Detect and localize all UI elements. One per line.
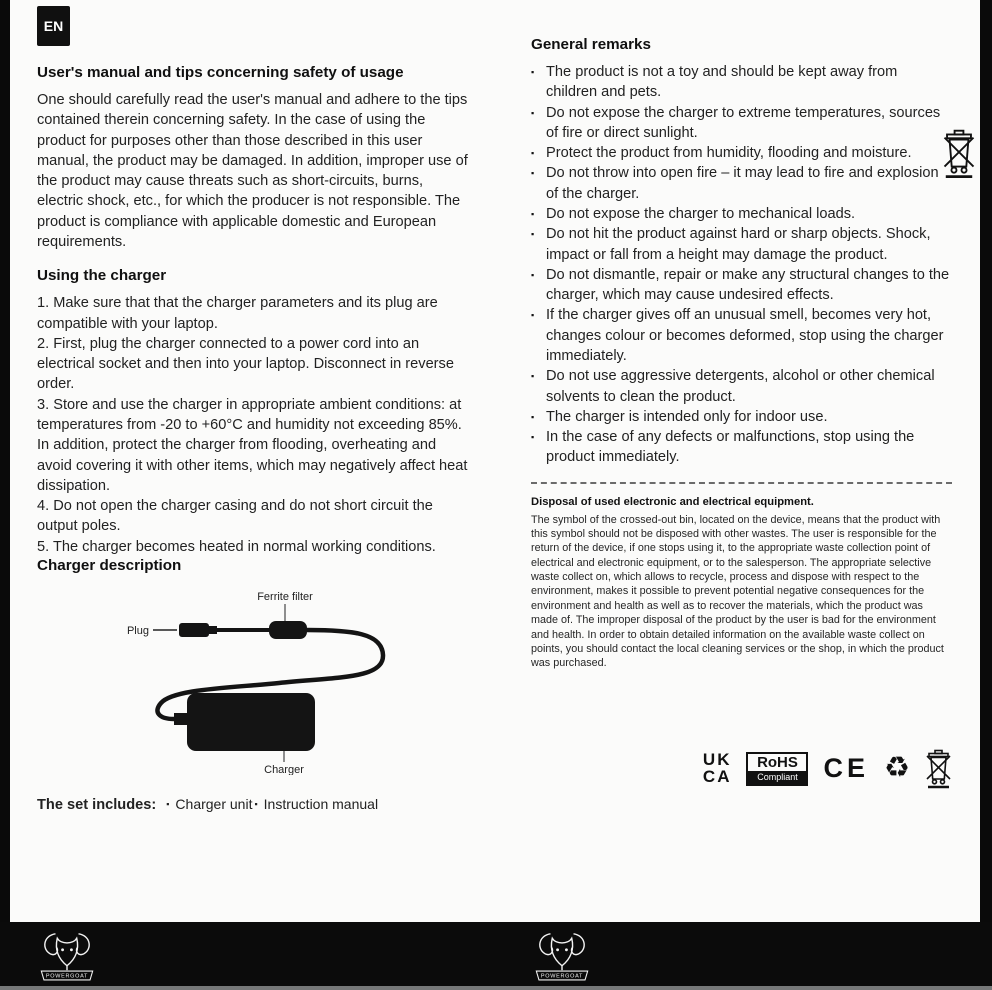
charger-brick-icon: [174, 693, 315, 751]
footer-band: [0, 922, 992, 990]
manual-heading: User's manual and tips concerning safety of usage: [37, 64, 404, 81]
using-list: [37, 293, 470, 557]
language-badge: [37, 6, 70, 46]
ukca-mark: [703, 752, 732, 784]
description-heading: Charger description: [37, 556, 182, 574]
square-bullet-icon: ▪: [531, 148, 535, 159]
rohs-mark: [746, 752, 808, 786]
list-item: [531, 204, 952, 224]
list-item: 4. Do not open the charger casing and do not short circuit the output poles.: [37, 498, 433, 535]
left-column: [37, 64, 470, 813]
page-edge-right: [980, 0, 992, 990]
rohs-label: RoHS: [757, 753, 798, 771]
bullet-text: Do not expose the charger to mechanical loads.: [546, 205, 856, 222]
square-bullet-icon: ▪: [531, 371, 535, 382]
list-item: [531, 62, 952, 103]
ukca-line2: CA: [702, 766, 732, 786]
weee-bin-icon: [925, 749, 952, 789]
list-item: [531, 265, 952, 306]
ukca-line1: UK: [702, 750, 732, 770]
bullet-text: Protect the product from humidity, flooding and moisture.: [546, 145, 912, 162]
list-item: 3. Store and use the charger in appropriate ambient conditions: at temperatures from -20 to +60°C and humidity not exceeding 85%. In addition, protect the charger from flooding, overheating and avoid covering it with other items, which may negatively affect heat dissipation.: [37, 396, 468, 494]
list-item: [531, 366, 952, 407]
bullet-text: The charger is intended only for indoor use.: [546, 408, 828, 425]
manual-body: One should carefully read the user's manual and adhere to the tips contained therein concerning safety. In the case of using the product for purposes other than those described in this user manual, the product may be damaged. In addition, improper use of the product may cause threats such as short-circuits, burns, electric shock, etc., for which the producer is not responsible. The product is compliance with applicable domestic and European requirements.: [37, 92, 468, 250]
remarks-list: [531, 62, 952, 468]
weee-bin-icon: [942, 128, 976, 180]
bullet-text: Do not hit the product against hard or sharp objects. Shock, impact or fall from a height may damage the product.: [546, 226, 931, 263]
charger-diagram: [37, 587, 470, 775]
right-column: [531, 36, 952, 789]
remarks-heading: General remarks: [531, 36, 651, 53]
set-includes-label: The set includes:: [37, 796, 157, 813]
set-item: Instruction manual: [263, 795, 379, 812]
powergoat-logo-text: POWERGOAT: [540, 973, 584, 980]
list-item: 2. First, plug the charger connected to a power cord into an electrical socket and then into your laptop. Disconnect in reverse order.: [37, 335, 454, 393]
square-bullet-icon: ▪: [531, 107, 535, 118]
list-item: [531, 305, 952, 366]
bullet-text: If the charger gives off an unusual smell, becomes very hot, changes colour or becomes deformed, stop using the charger immediately.: [546, 307, 944, 364]
plug-icon: [179, 623, 217, 637]
list-item: [531, 163, 952, 204]
square-bullet-icon: ▪: [531, 208, 535, 219]
recycle-icon: ♻: [884, 752, 910, 785]
ce-mark: CE: [823, 753, 869, 784]
square-bullet-icon: ▪: [531, 310, 535, 321]
dashed-divider: [531, 482, 952, 484]
rohs-sublabel: Compliant: [748, 771, 806, 784]
disposal-heading: Disposal of used electronic and electrical equipment.: [531, 495, 814, 508]
page-bottom-edge: [0, 986, 992, 990]
powergoat-logo-text: POWERGOAT: [45, 973, 89, 980]
bullet-text: In the case of any defects or malfunctions, stop using the product immediately.: [546, 429, 915, 466]
list-item: [531, 407, 952, 427]
language-badge-label: EN: [43, 18, 64, 34]
square-bullet-icon: ▪: [166, 798, 170, 809]
list-item: [531, 224, 952, 265]
bullet-text: Do not throw into open fire – it may lead to fire and explosion of the charger.: [546, 165, 939, 202]
square-bullet-icon: ▪: [531, 432, 535, 443]
bullet-text: Do not use aggressive detergents, alcohol or other chemical solvents to clean the product.: [546, 368, 935, 405]
plug-label: Plug: [126, 624, 149, 637]
powergoat-logo: [531, 925, 593, 987]
ferrite-filter-label: Ferrite filter: [257, 590, 313, 603]
square-bullet-icon: ▪: [531, 67, 535, 77]
bullet-text: The product is not a toy and should be kept away from children and pets.: [546, 64, 898, 101]
list-item: [531, 143, 952, 163]
square-bullet-icon: ▪: [531, 411, 535, 422]
list-item: 1. Make sure that that the charger parameters and its plug are compatible with your laptop.: [37, 295, 438, 332]
using-heading: Using the charger: [37, 267, 167, 285]
compliance-logos: [531, 749, 952, 789]
bullet-text: Do not expose the charger to extreme temperatures, sources of fire or direct sunlight.: [546, 104, 941, 141]
list-item: [531, 427, 952, 468]
ferrite-filter-icon: [269, 621, 307, 639]
square-bullet-icon: ▪: [531, 269, 535, 280]
list-item: 5. The charger becomes heated in normal working conditions.: [37, 538, 436, 555]
list-item: [531, 103, 952, 144]
square-bullet-icon: ▪: [531, 168, 535, 179]
set-includes: [37, 796, 470, 813]
bullet-text: Do not dismantle, repair or make any structural changes to the charger, which may cause undesired effects.: [546, 266, 950, 304]
disposal-body: The symbol of the crossed-out bin, located on the device, means that the product with this symbol should not be disposed with other wastes. The user is responsible for the return of the device, if one stops using it, to the appropriate waste collection point of electrical and electronic equipment, or to the salesperson. The appropriate selective waste collect on, which allows to recycle, process and dispose with respect to the environment, makes it possible to prevent potential negative consequences for the environment and health as well as to recover the materials, which the product was made of. The improper disposal of the product by the user is bad for the environment and health. In order to obtain detailed information on the available waste collect on points, you should contact the local cleaning services or the shop, in which the product was purchased.: [531, 513, 944, 670]
square-bullet-icon: ▪: [531, 229, 535, 240]
square-bullet-icon: ▪: [254, 798, 258, 809]
set-item: Charger unit: [175, 795, 253, 812]
page-edge-left: [0, 0, 10, 990]
powergoat-logo: [36, 925, 98, 987]
charger-label: Charger: [264, 763, 304, 775]
